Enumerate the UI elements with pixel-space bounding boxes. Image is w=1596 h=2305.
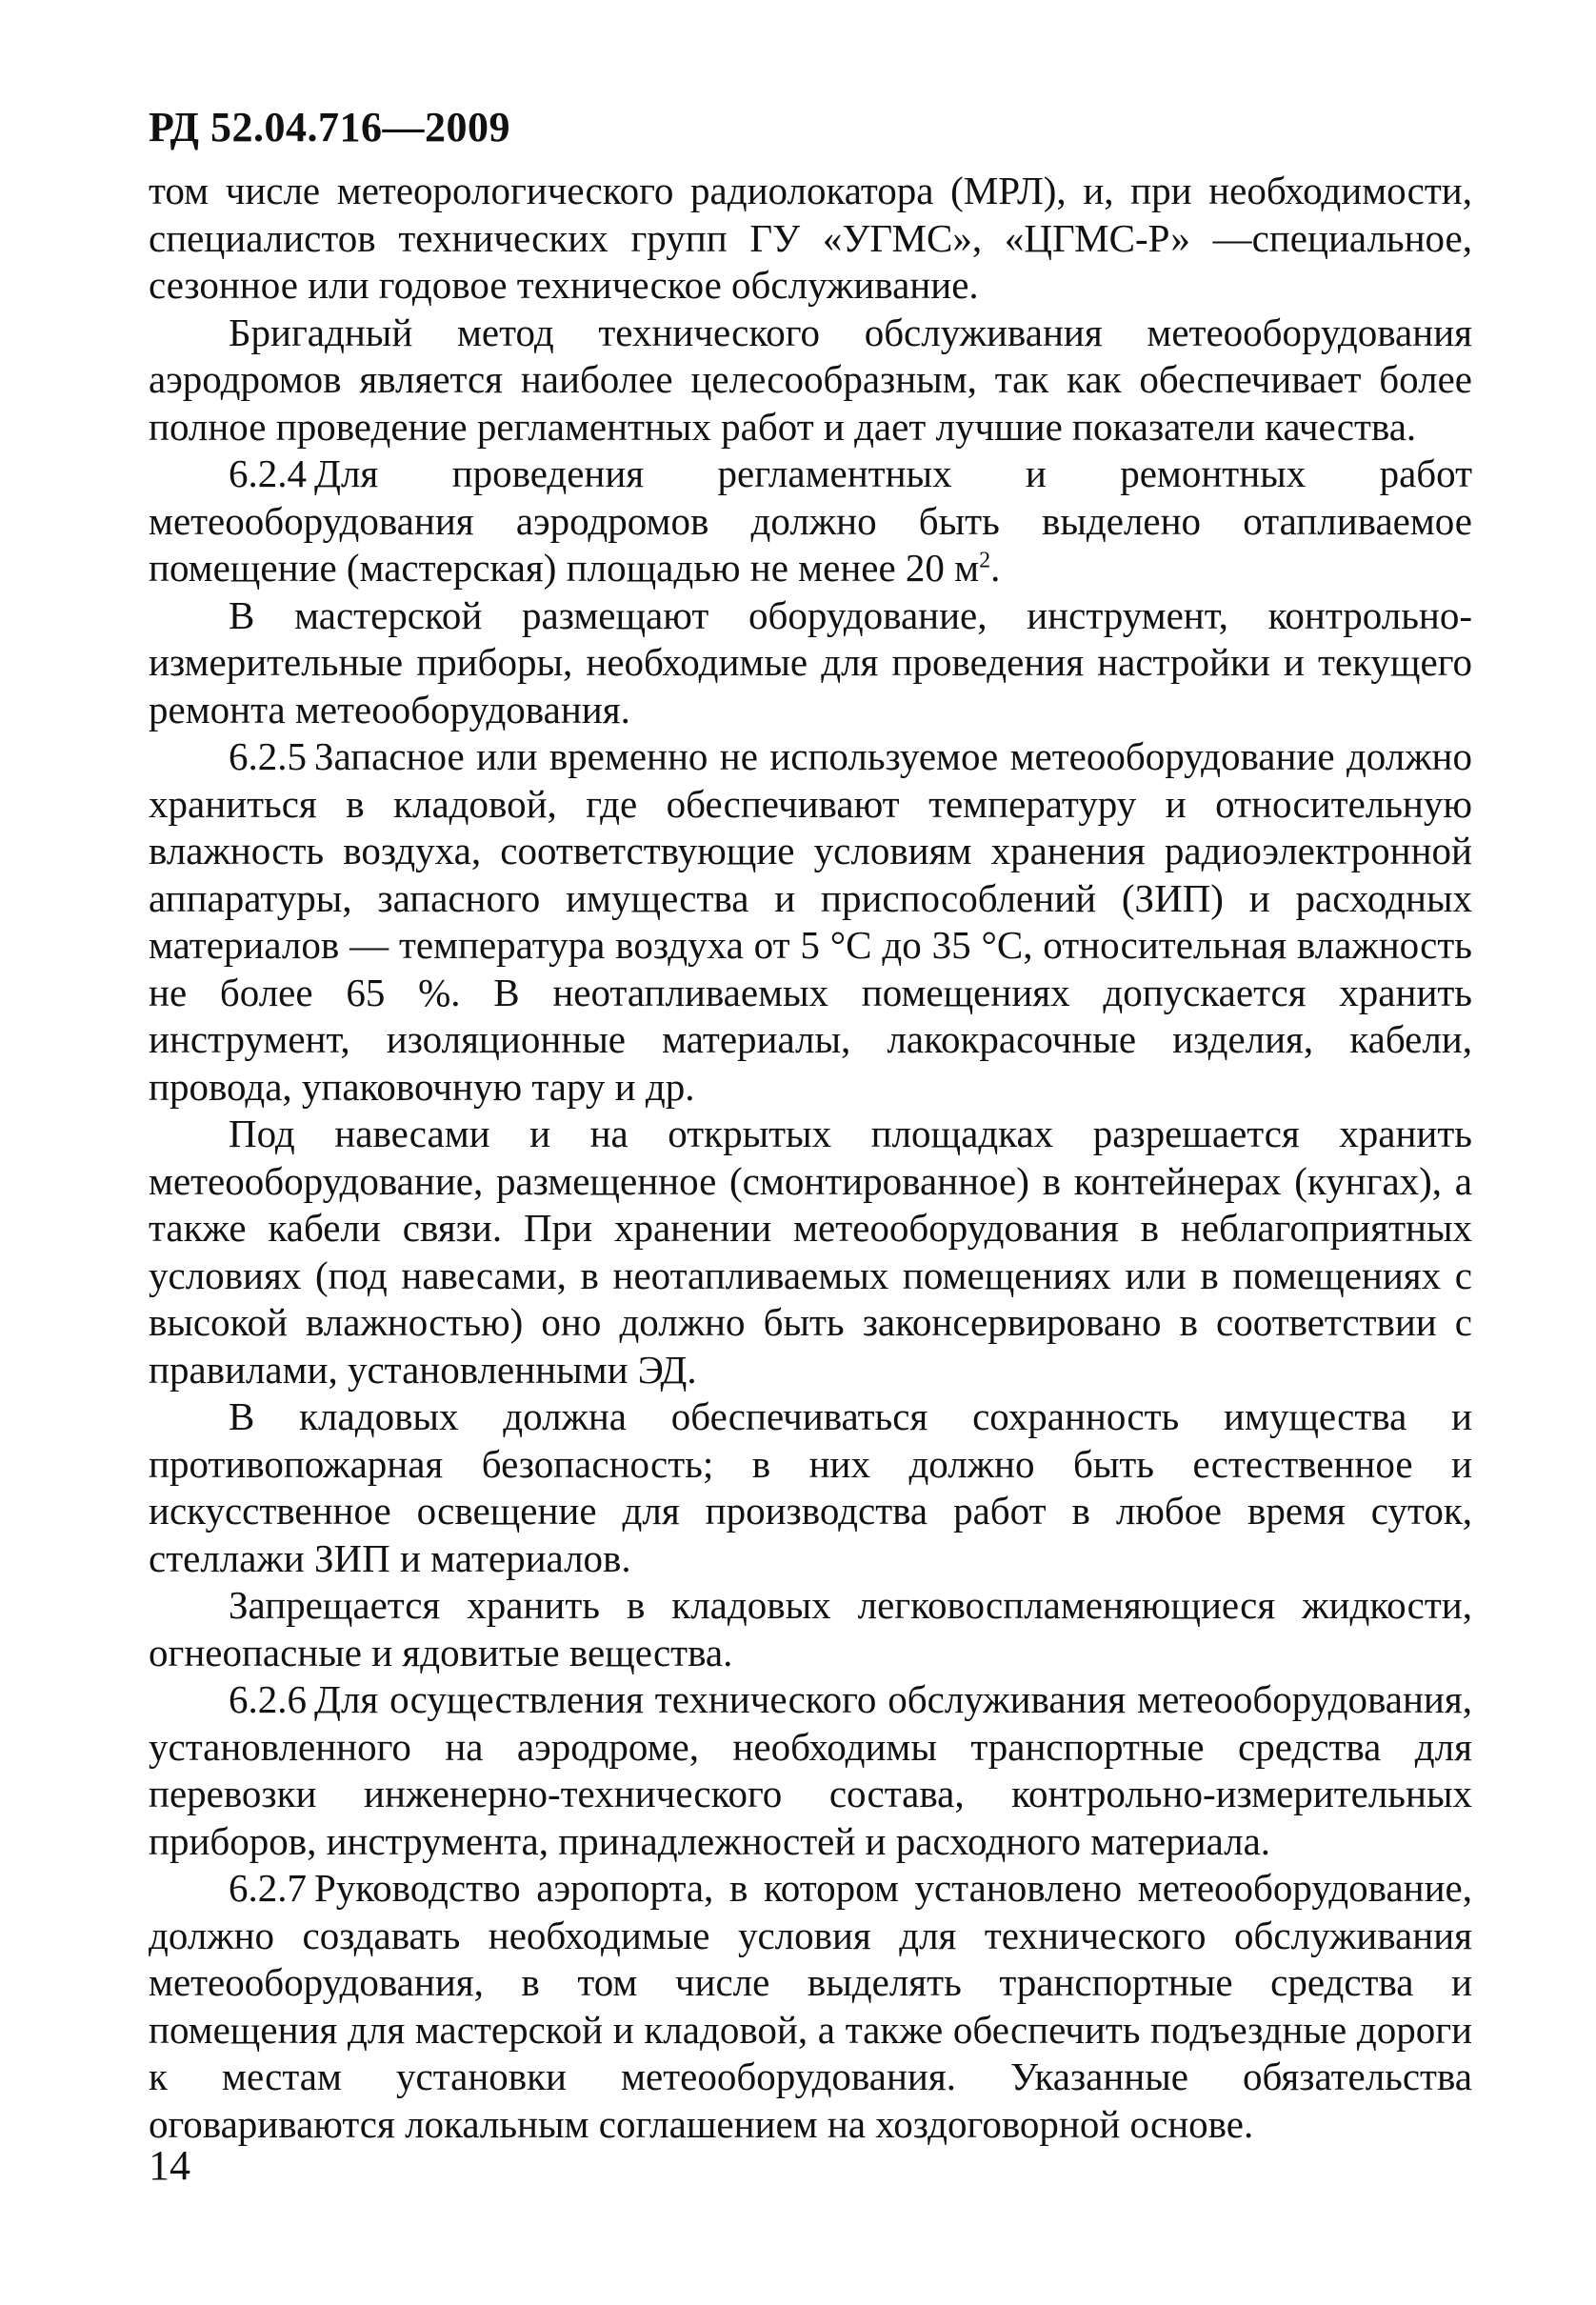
paragraph-text: Для проведения регламентных и ремонтных работ метеооборудования аэродромов должно быть выделено отапливаемое помещение (мастерская) площадью не менее 20 м [149,451,1472,590]
paragraph-continuation: том числе метеорологического радиолокатора (МРЛ), и, при необходимости, специалистов технических групп ГУ «УГМС», «ЦГМС-Р» —специальное, сезонное или годовое техническое обслуживание. [149,169,1472,307]
paragraph-canopies: Под навесами и на открытых площадках разрешается хранить метеооборудование, размещенное (смонтированное) в контейнерах (кунгах), а также кабели связи. При хранении метеооборудования в неблагоприятных условиях (под навесами, в неотапливаемых помещениях или в помещениях с высокой влажностью) оно должно быть законсервировано в соответствии с правилами, установленными ЭД. [149,1112,1472,1392]
paragraph-number: 6.2.6 [229,1677,307,1721]
paragraph-workshop: В мастерской размещают оборудование, инструмент, контрольно-измерительные приборы, необходимые для проведения настройки и текущего ремонта метеооборудования. [149,592,1472,732]
paragraph-text: Запасное или временно не используемое метеооборудование должно храниться в кладовой, где обеспечивают температуру и относительную влажность воздуха, соответствующие условиям хранения радиоэлектронной аппаратуры, запасного имущества и приспособлений (ЗИП) и расходных материалов — температура воздуха от 5 °С до 35 °С, относительная влажность не более 65 %. В неотапливаемых помещениях допускается хранить инструмент, изоляционные материалы, лакокрасочные изделия, кабели, провода, упаковочную тару и др. [149,734,1472,1109]
paragraph-text: Для осуществления технического обслуживания метеооборудования, установленного на аэродроме, необходимы транспортные средства для перевозки инженерно-технического состава, контрольно-измерительных приборов, инструмента, принадлежностей и расходного материала. [149,1677,1472,1863]
document-body [149,168,1472,2148]
paragraph-prohibited: Запрещается хранить в кладовых легковоспламеняющиеся жидкости, огнеопасные и ядовитые вещества. [149,1583,1472,1674]
document-header: РД 52.04.716—2009 [149,104,510,150]
paragraph-6-2-5 [149,733,1472,1111]
paragraph-number: 6.2.4 [229,451,307,495]
paragraph-tail: . [990,546,1001,590]
paragraph-number: 6.2.5 [229,734,307,778]
page-number: 14 [149,2142,190,2189]
paragraph-storerooms: В кладовых должна обеспечиваться сохранность имущества и противопожарная безопасность; в них должно быть естественное и искусственное освещение для производства работ в любое время суток, стеллажи ЗИП и материалов. [149,1394,1472,1580]
paragraph-6-2-7 [149,1865,1472,2148]
paragraph-brigade-method: Бригадный метод технического обслуживания метеооборудования аэродромов является наиболее целесообразным, так как обеспечивает более полное проведение регламентных работ и дает лучшие показатели качества. [149,310,1472,449]
paragraph-number: 6.2.7 [229,1866,307,1910]
paragraph-6-2-6 [149,1676,1472,1865]
paragraph-6-2-4 [149,451,1472,592]
superscript: 2 [979,548,991,573]
paragraph-text: Руководство аэропорта, в котором установлено метеооборудование, должно создавать необходимые условия для технического обслуживания метеооборудования, в том числе выделять транспортные средства и помещения для мастерской и кладовой, а также обеспечить подъездные дороги к местам установки метеооборудования. Указанные обязательства оговариваются локальным соглашением на хоздоговорной основе. [149,1866,1472,2146]
